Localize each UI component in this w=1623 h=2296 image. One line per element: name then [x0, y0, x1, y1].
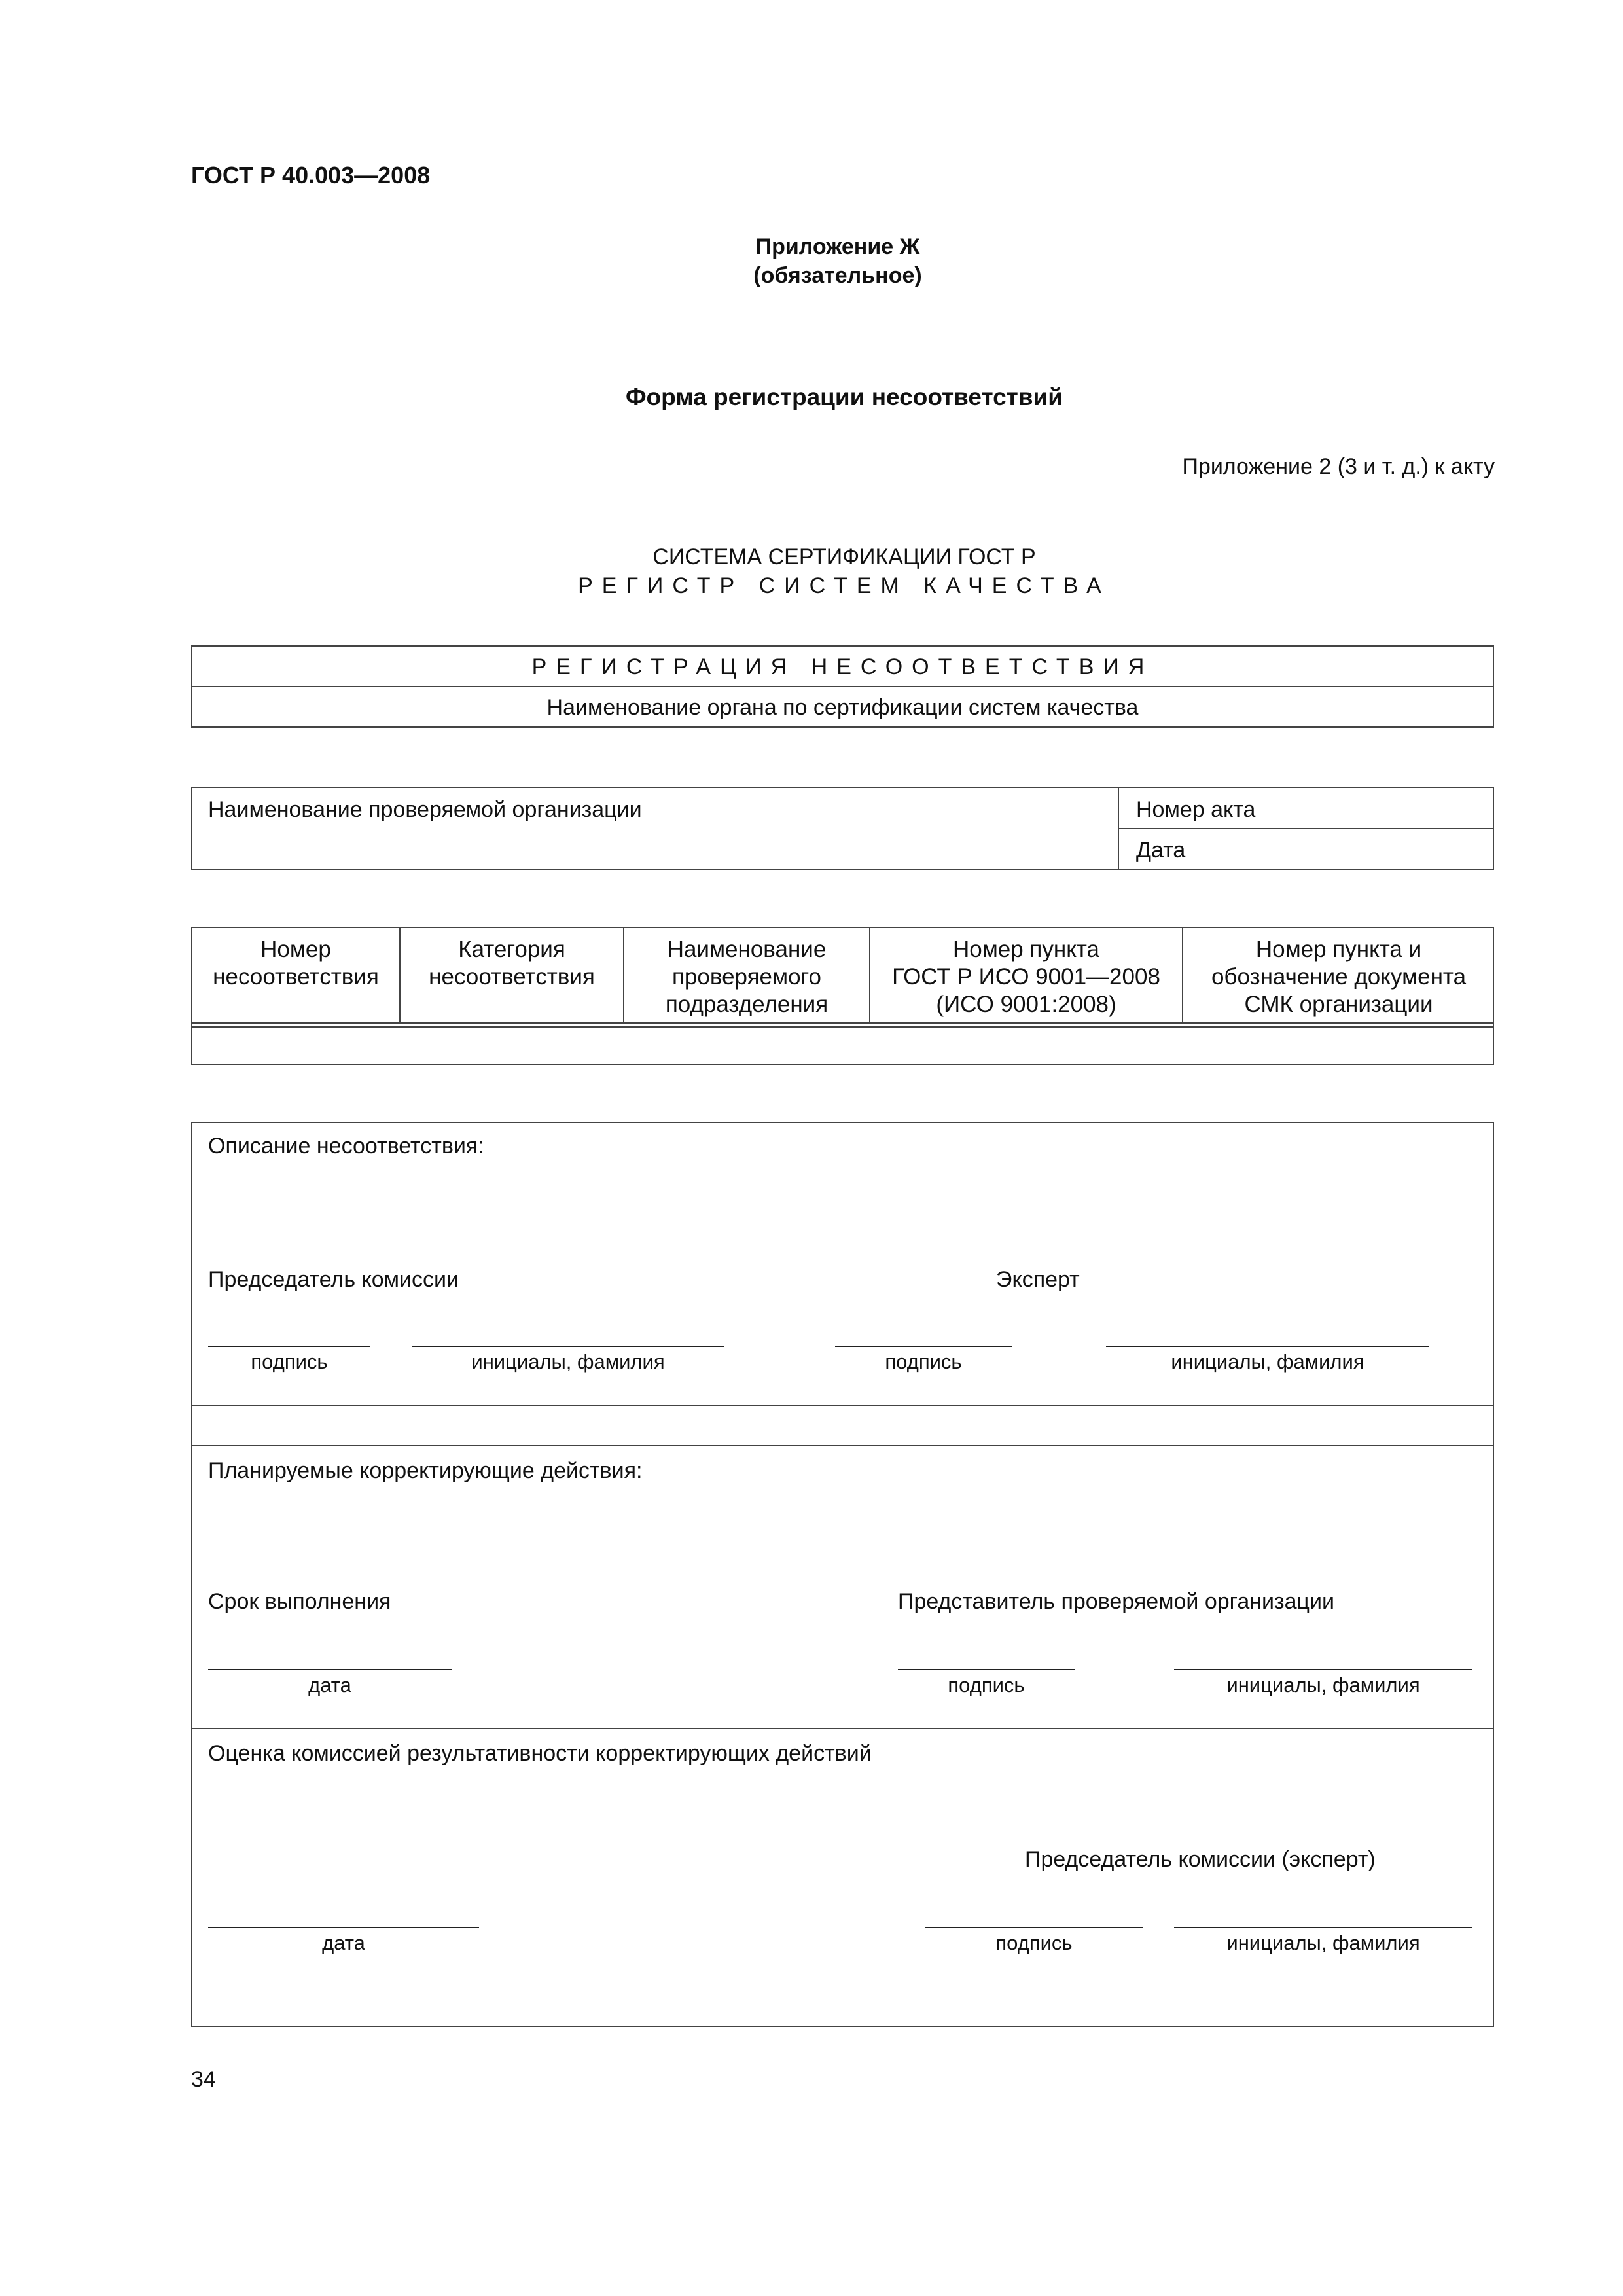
evaluation-signature-line [925, 1927, 1143, 1928]
organization-box [191, 787, 1494, 870]
description-label: Описание несоответствия: [208, 1134, 484, 1158]
col-header-category: Категория несоответствия [429, 937, 595, 990]
evaluation-name-line [1174, 1927, 1472, 1928]
representative-signature-caption: подпись [948, 1674, 1025, 1696]
attachment-note: Приложение 2 (3 и т. д.) к акту [1182, 454, 1495, 479]
expert-signature-caption: подпись [885, 1350, 962, 1373]
expert-name-caption: инициалы, фамилия [1171, 1350, 1364, 1373]
organization-name-label: Наименование проверяемой организации [208, 797, 642, 822]
deadline-label: Срок выполнения [208, 1589, 391, 1614]
representative-signature-line [898, 1669, 1075, 1670]
evaluation-label: Оценка комиссией результативности корректирующих действий [208, 1741, 872, 1766]
col-header-iso-clause: Номер пункта ГОСТ Р ИСО 9001—2008 (ИСО 9001:2008) [892, 937, 1160, 1017]
evaluation-chairman-label: Председатель комиссии (эксперт) [1025, 1847, 1376, 1872]
expert-signature-line [835, 1346, 1012, 1347]
registration-title: РЕГИСТРАЦИЯ НЕСООТВЕТСТВИЯ [531, 655, 1154, 679]
planned-actions-label: Планируемые корректирующие действия: [208, 1458, 643, 1483]
registry-name: РЕГИСТР СИСТЕМ КАЧЕСТВА [578, 573, 1111, 598]
expert-label: Эксперт [996, 1267, 1080, 1292]
act-number-label: Номер акта [1136, 797, 1256, 822]
chairman-signature-caption: подпись [251, 1350, 328, 1373]
chairman-name-caption: инициалы, фамилия [471, 1350, 665, 1373]
nonconformity-details-box [191, 1122, 1494, 2027]
registration-box [191, 645, 1494, 728]
form-title: Форма регистрации несоответствий [625, 384, 1063, 410]
date-label: Дата [1136, 838, 1186, 863]
representative-label: Представитель проверяемой организации [898, 1589, 1334, 1614]
standard-designation: ГОСТ Р 40.003—2008 [191, 162, 431, 188]
evaluation-date-line [208, 1927, 479, 1928]
deadline-date-caption: дата [308, 1674, 351, 1696]
page-number: 34 [191, 2067, 216, 2092]
system-name: СИСТЕМА СЕРТИФИКАЦИИ ГОСТ Р [652, 545, 1036, 569]
appendix-status: (обязательное) [753, 263, 922, 288]
col-header-nonconformity-number: Номер несоответствия [213, 937, 379, 990]
chairman-signature-line [208, 1346, 370, 1347]
certification-body-label: Наименование органа по сертификации систем качества [546, 695, 1139, 720]
representative-name-caption: инициалы, фамилия [1226, 1674, 1420, 1696]
col-header-department: Наименование проверяемого подразделения [665, 937, 829, 1017]
chairman-label: Председатель комиссии [208, 1267, 459, 1292]
chairman-name-line [412, 1346, 724, 1347]
evaluation-date-caption: дата [322, 1931, 365, 1954]
col-header-qms-document: Номер пункта и обозначение документа СМК организации [1211, 937, 1467, 1017]
evaluation-name-caption: инициалы, фамилия [1226, 1931, 1420, 1954]
representative-name-line [1174, 1669, 1472, 1670]
nonconformity-table [191, 927, 1494, 1065]
deadline-date-line [208, 1669, 452, 1670]
evaluation-signature-caption: подпись [995, 1931, 1073, 1954]
expert-name-line [1106, 1346, 1429, 1347]
appendix-title: Приложение Ж [755, 234, 920, 259]
